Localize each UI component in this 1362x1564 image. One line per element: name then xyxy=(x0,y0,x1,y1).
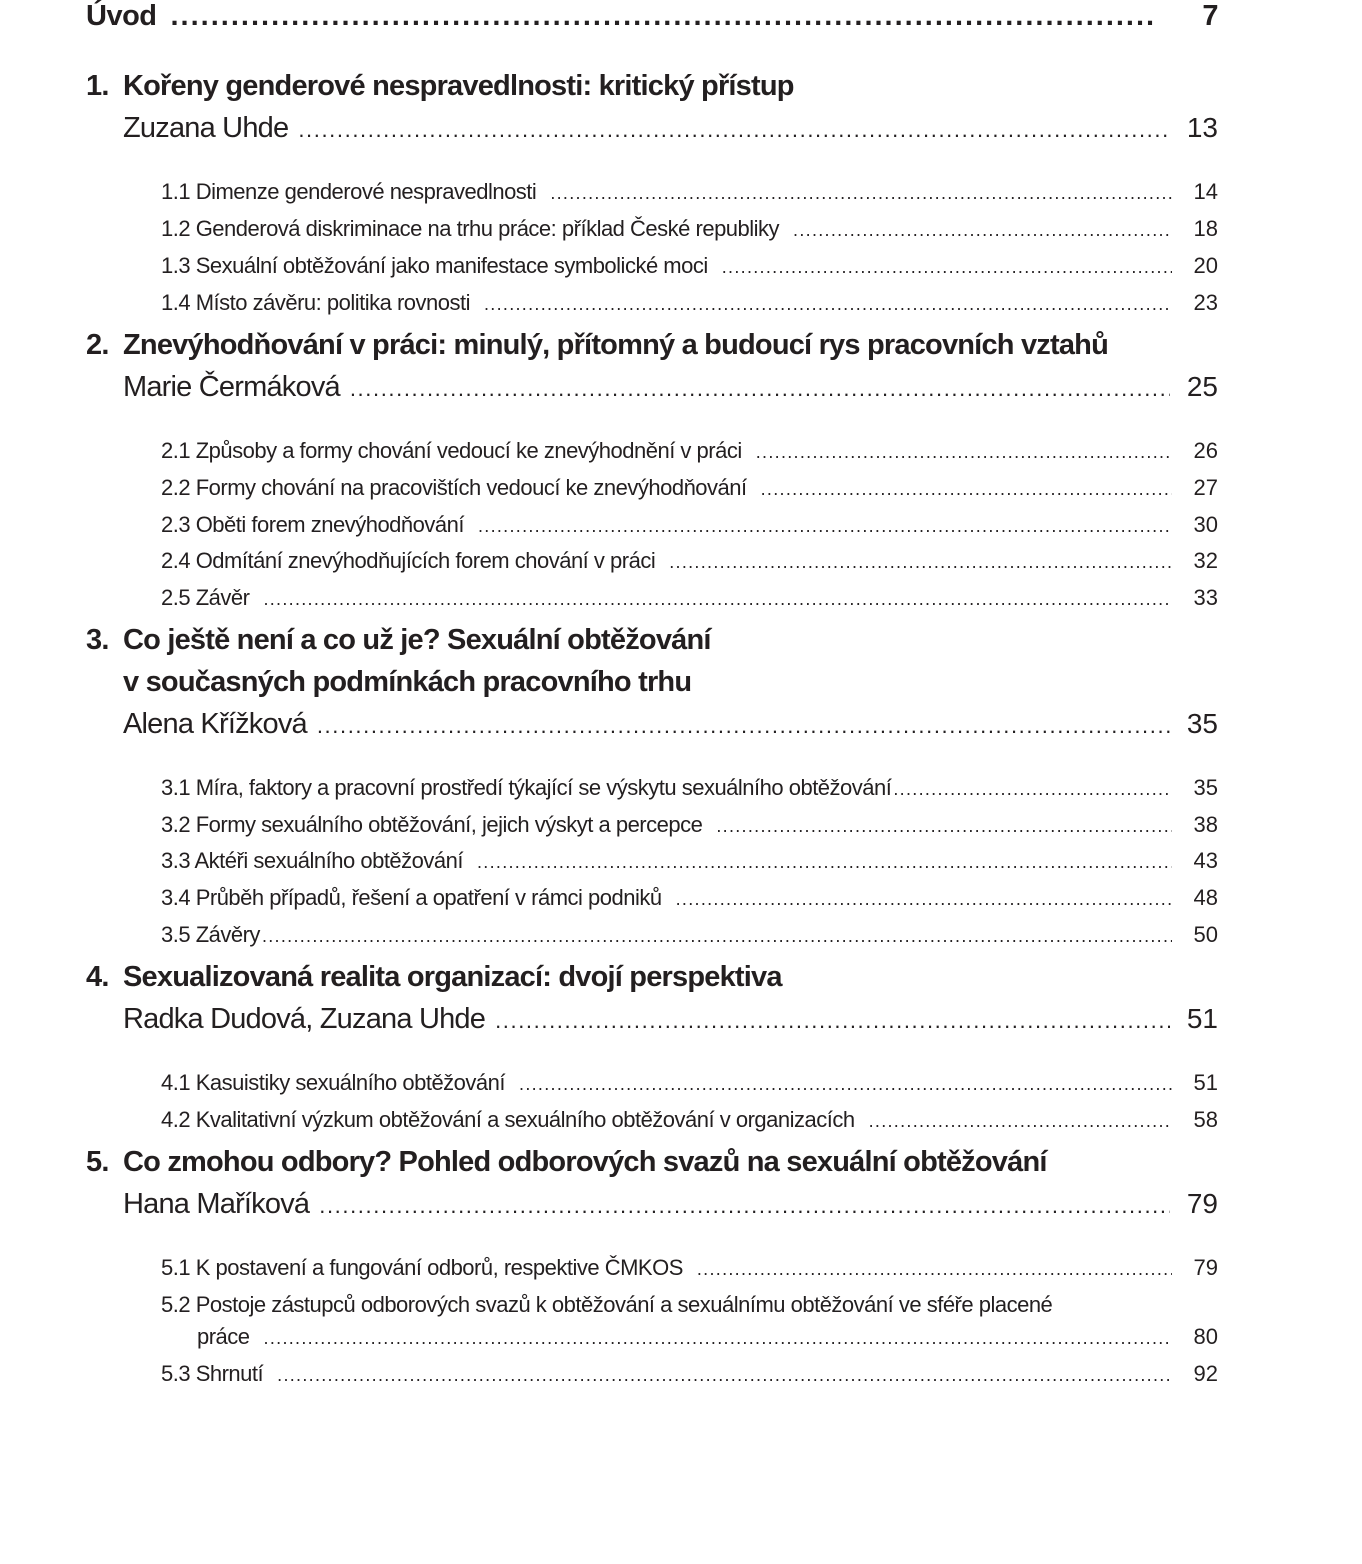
chapter-number: 1. xyxy=(86,70,109,102)
author-name: Alena Křížková xyxy=(123,708,307,740)
toc-section[interactable] xyxy=(161,922,1218,948)
section-page: 51 xyxy=(1193,1070,1218,1095)
section-page: 79 xyxy=(1193,1255,1218,1280)
toc-intro[interactable] xyxy=(86,0,1218,40)
section-page: 80 xyxy=(1193,1324,1218,1349)
chapter-number: 4. xyxy=(86,961,109,993)
toc-section[interactable] xyxy=(161,216,1218,242)
chapter-title-text: Kořeny genderové nespravedlnosti: kritický přístup xyxy=(123,70,794,102)
chapter-1-title[interactable] xyxy=(86,70,794,103)
section-label: 3.4 Průběh případů, řešení a opatření v rámci podniků xyxy=(161,885,662,910)
dot-leader xyxy=(317,713,1170,739)
toc-section[interactable] xyxy=(161,1361,1218,1387)
author-name: Hana Maříková xyxy=(123,1188,310,1220)
toc-section-multiline[interactable] xyxy=(161,1292,1218,1318)
toc-section[interactable] xyxy=(161,438,1218,464)
toc-section-continuation[interactable] xyxy=(197,1324,1218,1350)
toc-section[interactable] xyxy=(161,512,1218,538)
dot-leader xyxy=(697,1259,1172,1280)
chapter-5-title[interactable] xyxy=(86,1146,1047,1179)
toc-section[interactable] xyxy=(161,290,1218,316)
author-name: Marie Čermáková xyxy=(123,371,340,403)
dot-leader xyxy=(298,117,1170,143)
section-page: 35 xyxy=(1193,775,1218,800)
dot-leader xyxy=(669,552,1172,573)
chapter-title-text: Co zmohou odbory? Pohled odborových svazů na sexuální obtěžování xyxy=(123,1146,1047,1178)
chapter-title-text: Sexualizovaná realita organizací: dvojí perspektiva xyxy=(123,961,782,993)
section-label: 4.2 Kvalitativní výzkum obtěžování a sexuálního obtěžování v organizacích xyxy=(161,1107,855,1132)
chapter-2-author[interactable] xyxy=(123,371,1218,404)
chapter-page: 51 xyxy=(1186,1003,1218,1034)
toc-section[interactable] xyxy=(161,775,1218,801)
section-page: 50 xyxy=(1193,922,1218,947)
toc-section[interactable] xyxy=(161,885,1218,911)
section-label: 2.2 Formy chování na pracovištích vedoucí ke znevýhodňování xyxy=(161,475,747,500)
chapter-3-author[interactable] xyxy=(123,708,1218,741)
chapter-5-author[interactable] xyxy=(123,1188,1218,1221)
chapter-title-text: Znevýhodňování v práci: minulý, přítomný a budoucí rys pracovních vztahů xyxy=(123,329,1108,361)
chapter-2-title[interactable] xyxy=(86,329,1108,362)
section-page: 18 xyxy=(1193,216,1218,241)
section-page: 20 xyxy=(1193,253,1218,278)
section-label: 1.2 Genderová diskriminace na trhu práce: příklad České republiky xyxy=(161,216,780,241)
dot-leader xyxy=(263,589,1172,610)
section-label: 5.1 K postavení a fungování odborů, respektive ČMKOS xyxy=(161,1255,683,1280)
section-label: 2.3 Oběti forem znevýhodňování xyxy=(161,512,464,537)
section-page: 26 xyxy=(1193,438,1218,463)
toc-section[interactable] xyxy=(161,812,1218,838)
chapter-page: 79 xyxy=(1186,1188,1218,1219)
section-page: 58 xyxy=(1193,1107,1218,1132)
section-page: 27 xyxy=(1193,475,1218,500)
toc-section[interactable] xyxy=(161,179,1218,205)
dot-leader xyxy=(264,1328,1172,1349)
dot-leader xyxy=(550,183,1172,204)
section-label: 3.5 Závěry xyxy=(161,922,260,947)
dot-leader xyxy=(262,926,1172,947)
toc-section[interactable] xyxy=(161,1255,1218,1281)
section-page: 30 xyxy=(1193,512,1218,537)
section-label: 5.3 Shrnutí xyxy=(161,1361,264,1386)
chapter-page: 25 xyxy=(1186,371,1218,402)
dot-leader xyxy=(722,257,1172,278)
toc-section[interactable] xyxy=(161,475,1218,501)
chapter-4-title[interactable] xyxy=(86,961,782,994)
dot-leader xyxy=(716,816,1172,837)
section-page: 43 xyxy=(1193,848,1218,873)
intro-label: Úvod xyxy=(86,0,157,32)
section-label: 3.3 Aktéři sexuálního obtěžování xyxy=(161,848,463,873)
chapter-number: 5. xyxy=(86,1146,109,1178)
section-label: 1.4 Místo závěru: politika rovnosti xyxy=(161,290,470,315)
section-label: 4.1 Kasuistiky sexuálního obtěžování xyxy=(161,1070,506,1095)
chapter-title-text: Co ještě není a co už je? Sexuální obtěžování xyxy=(123,624,711,656)
section-page: 38 xyxy=(1193,812,1218,837)
dot-leader xyxy=(893,779,1172,800)
section-label: 3.1 Míra, faktory a pracovní prostředí týkající se výskytu sexuálního obtěžování xyxy=(161,775,892,800)
dot-leader xyxy=(676,889,1172,910)
dot-leader xyxy=(495,1008,1170,1034)
toc-section[interactable] xyxy=(161,1070,1218,1096)
section-label: 1.1 Dimenze genderové nespravedlnosti xyxy=(161,179,537,204)
section-page: 14 xyxy=(1193,179,1218,204)
section-page: 33 xyxy=(1193,585,1218,610)
section-page: 48 xyxy=(1193,885,1218,910)
dot-leader xyxy=(761,479,1172,500)
dot-leader xyxy=(756,442,1172,463)
author-name: Zuzana Uhde xyxy=(123,112,289,144)
section-page: 23 xyxy=(1193,290,1218,315)
section-label: 2.4 Odmítání znevýhodňujících forem chování v práci xyxy=(161,548,656,573)
section-label: 1.3 Sexuální obtěžování jako manifestace symbolické moci xyxy=(161,253,708,278)
dot-leader xyxy=(171,0,1157,33)
section-label: 5.2 Postoje zástupců odborových svazů k obtěžování a sexuálnímu obtěžování ve sféře placené xyxy=(161,1292,1053,1317)
section-page: 92 xyxy=(1193,1361,1218,1386)
chapter-3-title-line-2[interactable]: v současných podmínkách pracovního trhu xyxy=(123,666,692,698)
chapter-number: 3. xyxy=(86,624,109,656)
section-page: 32 xyxy=(1193,548,1218,573)
author-name: Radka Dudová, Zuzana Uhde xyxy=(123,1003,486,1035)
section-label: 2.1 Způsoby a formy chování vedoucí ke znevýhodnění v práci xyxy=(161,438,742,463)
toc-section[interactable] xyxy=(161,848,1218,874)
dot-leader xyxy=(477,852,1172,873)
toc-section[interactable] xyxy=(161,253,1218,279)
dot-leader xyxy=(519,1074,1172,1095)
chapter-page: 13 xyxy=(1186,112,1218,143)
dot-leader xyxy=(478,516,1172,537)
dot-leader xyxy=(484,294,1172,315)
dot-leader xyxy=(793,220,1172,241)
chapter-4-author[interactable] xyxy=(123,1003,1218,1036)
dot-leader xyxy=(319,1193,1170,1219)
chapter-page: 35 xyxy=(1186,708,1218,739)
toc-section[interactable] xyxy=(161,1107,1218,1133)
section-label-continuation: práce xyxy=(197,1324,250,1349)
section-label: 3.2 Formy sexuálního obtěžování, jejich výskyt a percepce xyxy=(161,812,703,837)
toc-section[interactable] xyxy=(161,585,1218,611)
dot-leader xyxy=(350,376,1170,402)
chapter-1-author[interactable] xyxy=(123,112,1218,145)
intro-page: 7 xyxy=(1202,0,1218,32)
chapter-number: 2. xyxy=(86,329,109,361)
toc-section[interactable] xyxy=(161,548,1218,574)
chapter-3-title[interactable] xyxy=(86,624,711,657)
dot-leader xyxy=(869,1111,1172,1132)
section-label: 2.5 Závěr xyxy=(161,585,250,610)
dot-leader xyxy=(277,1365,1172,1386)
